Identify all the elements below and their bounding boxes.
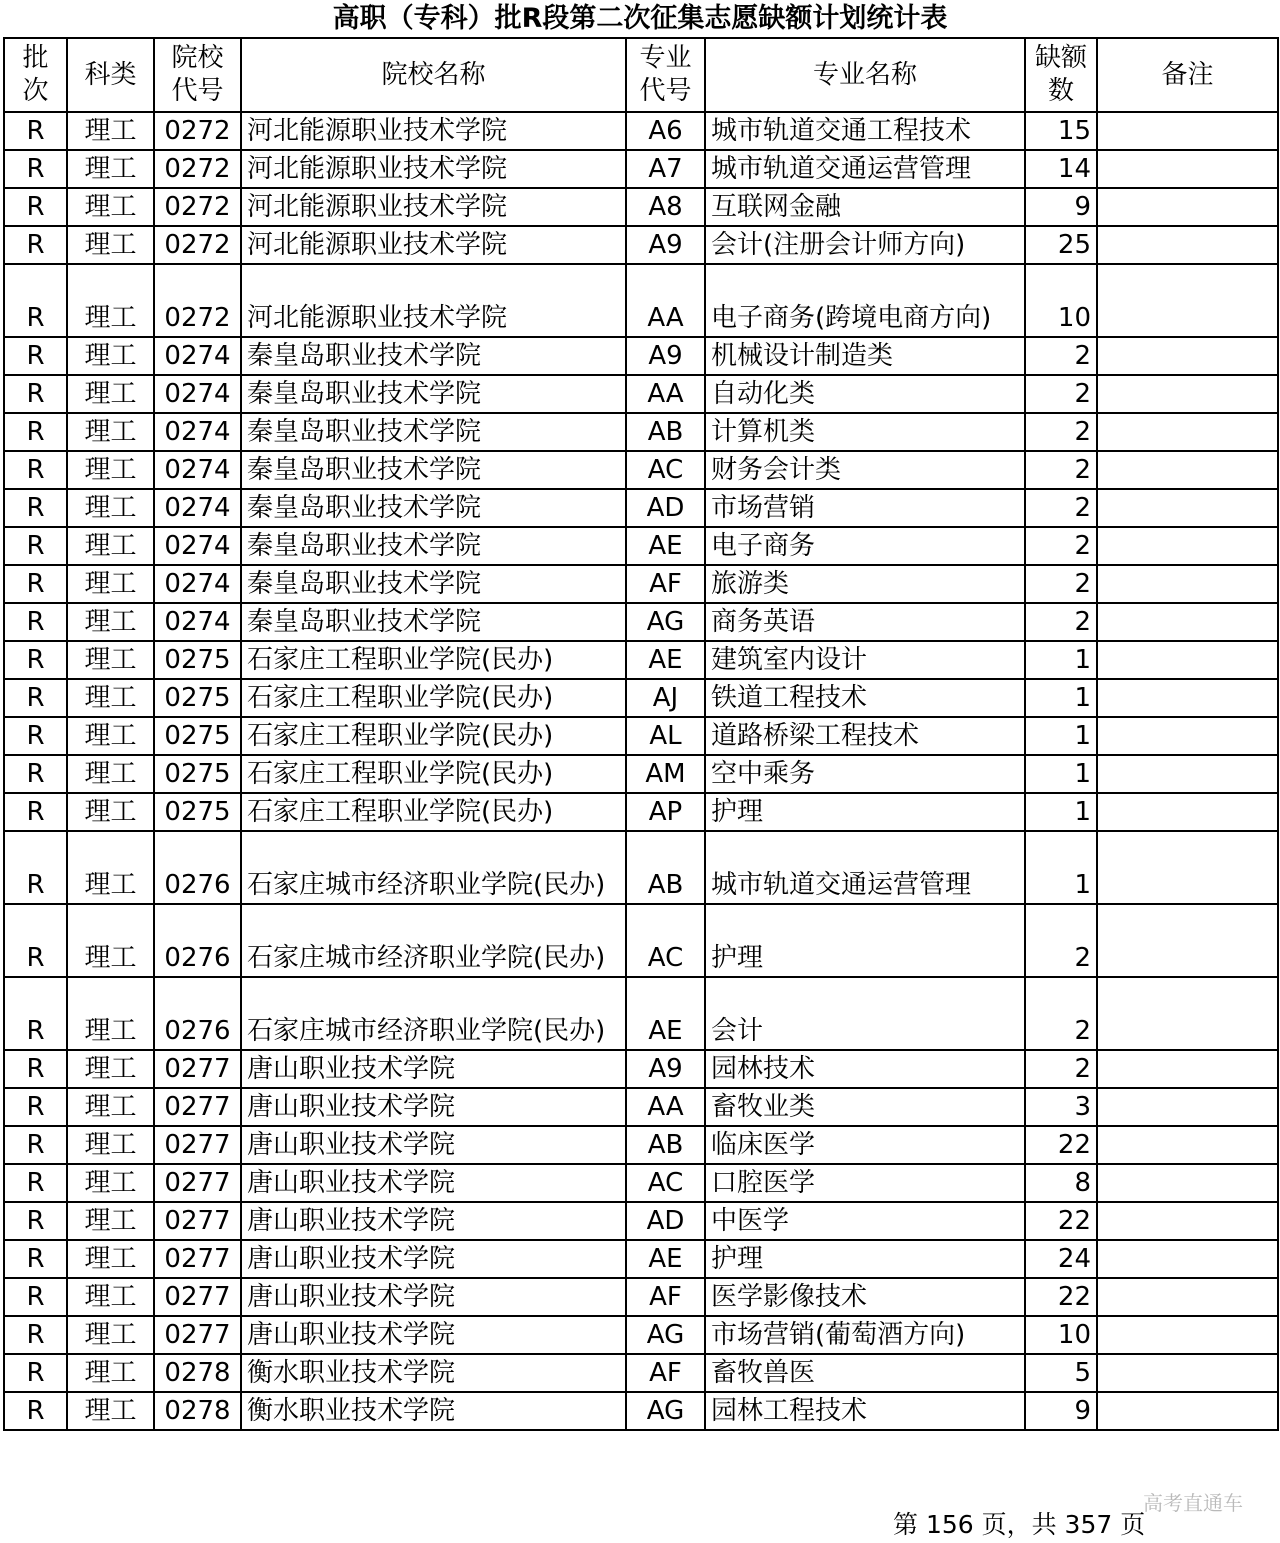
cell-category: 理工	[67, 226, 154, 264]
cell-batch: R	[4, 188, 67, 226]
cell-major-code: AP	[626, 793, 705, 831]
cell-category: 理工	[67, 755, 154, 793]
cell-major-name: 中医学	[705, 1202, 1025, 1240]
cell-school-name: 秦皇岛职业技术学院	[241, 375, 626, 413]
cell-batch: R	[4, 451, 67, 489]
header-school-code: 院校代号	[154, 38, 241, 112]
cell-vacancies: 1	[1025, 679, 1097, 717]
cell-major-name: 建筑室内设计	[705, 641, 1025, 679]
cell-vacancies: 2	[1025, 451, 1097, 489]
cell-school-name: 石家庄工程职业学院(民办)	[241, 717, 626, 755]
cell-batch: R	[4, 226, 67, 264]
cell-school-name: 唐山职业技术学院	[241, 1278, 626, 1316]
table-row	[4, 188, 1278, 226]
cell-major-code: AD	[626, 489, 705, 527]
cell-category: 理工	[67, 451, 154, 489]
table-row	[4, 565, 1278, 603]
cell-major-code: AF	[626, 1278, 705, 1316]
cell-category: 理工	[67, 603, 154, 641]
table-row	[4, 489, 1278, 527]
table-row	[4, 1202, 1278, 1240]
table-row	[4, 977, 1278, 1050]
cell-category: 理工	[67, 793, 154, 831]
cell-remarks	[1097, 1164, 1278, 1202]
header-category: 科类	[67, 38, 154, 112]
table-row	[4, 264, 1278, 337]
cell-remarks	[1097, 641, 1278, 679]
cell-remarks	[1097, 679, 1278, 717]
cell-school-code: 0274	[154, 489, 241, 527]
cell-school-code: 0275	[154, 679, 241, 717]
cell-batch: R	[4, 603, 67, 641]
header-major-code: 专业代号	[626, 38, 705, 112]
cell-category: 理工	[67, 150, 154, 188]
cell-school-name: 石家庄工程职业学院(民办)	[241, 793, 626, 831]
cell-remarks	[1097, 1240, 1278, 1278]
cell-major-code: A9	[626, 1050, 705, 1088]
cell-school-name: 唐山职业技术学院	[241, 1088, 626, 1126]
cell-batch: R	[4, 1240, 67, 1278]
cell-major-code: AE	[626, 1240, 705, 1278]
cell-category: 理工	[67, 1126, 154, 1164]
cell-major-code: AA	[626, 264, 705, 337]
cell-remarks	[1097, 375, 1278, 413]
cell-category: 理工	[67, 977, 154, 1050]
cell-remarks	[1097, 451, 1278, 489]
cell-school-name: 秦皇岛职业技术学院	[241, 603, 626, 641]
cell-major-name: 畜牧业类	[705, 1088, 1025, 1126]
cell-major-name: 城市轨道交通运营管理	[705, 150, 1025, 188]
cell-school-code: 0274	[154, 527, 241, 565]
cell-school-name: 唐山职业技术学院	[241, 1126, 626, 1164]
cell-batch: R	[4, 1354, 67, 1392]
cell-category: 理工	[67, 1164, 154, 1202]
cell-vacancies: 10	[1025, 1316, 1097, 1354]
cell-major-code: AA	[626, 1088, 705, 1126]
cell-school-code: 0275	[154, 755, 241, 793]
cell-school-name: 河北能源职业技术学院	[241, 188, 626, 226]
cell-category: 理工	[67, 1240, 154, 1278]
cell-vacancies: 1	[1025, 831, 1097, 904]
cell-batch: R	[4, 337, 67, 375]
cell-remarks	[1097, 1354, 1278, 1392]
cell-school-name: 石家庄工程职业学院(民办)	[241, 679, 626, 717]
cell-major-code: AF	[626, 565, 705, 603]
cell-major-code: AE	[626, 641, 705, 679]
cell-vacancies: 1	[1025, 641, 1097, 679]
cell-category: 理工	[67, 112, 154, 150]
cell-school-name: 秦皇岛职业技术学院	[241, 451, 626, 489]
cell-school-name: 唐山职业技术学院	[241, 1202, 626, 1240]
table-row	[4, 641, 1278, 679]
cell-remarks	[1097, 1278, 1278, 1316]
table-row	[4, 1240, 1278, 1278]
cell-remarks	[1097, 1050, 1278, 1088]
cell-major-code: AE	[626, 977, 705, 1050]
cell-batch: R	[4, 1050, 67, 1088]
cell-remarks	[1097, 793, 1278, 831]
cell-category: 理工	[67, 1278, 154, 1316]
cell-vacancies: 15	[1025, 112, 1097, 150]
cell-school-code: 0275	[154, 793, 241, 831]
cell-major-code: AC	[626, 451, 705, 489]
cell-batch: R	[4, 977, 67, 1050]
cell-school-name: 河北能源职业技术学院	[241, 150, 626, 188]
cell-major-name: 机械设计制造类	[705, 337, 1025, 375]
cell-major-code: AB	[626, 413, 705, 451]
cell-category: 理工	[67, 264, 154, 337]
cell-major-code: AE	[626, 527, 705, 565]
cell-vacancies: 8	[1025, 1164, 1097, 1202]
cell-vacancies: 25	[1025, 226, 1097, 264]
cell-major-name: 市场营销	[705, 489, 1025, 527]
cell-major-name: 护理	[705, 1240, 1025, 1278]
cell-category: 理工	[67, 1354, 154, 1392]
cell-major-name: 计算机类	[705, 413, 1025, 451]
cell-vacancies: 2	[1025, 1050, 1097, 1088]
table-row	[4, 150, 1278, 188]
cell-major-code: AJ	[626, 679, 705, 717]
table-row	[4, 451, 1278, 489]
cell-major-name: 空中乘务	[705, 755, 1025, 793]
cell-school-code: 0274	[154, 337, 241, 375]
table-row	[4, 1278, 1278, 1316]
table-row	[4, 831, 1278, 904]
cell-school-name: 衡水职业技术学院	[241, 1354, 626, 1392]
cell-major-name: 会计(注册会计师方向)	[705, 226, 1025, 264]
cell-vacancies: 5	[1025, 1354, 1097, 1392]
cell-vacancies: 24	[1025, 1240, 1097, 1278]
cell-vacancies: 2	[1025, 904, 1097, 977]
cell-batch: R	[4, 679, 67, 717]
cell-major-code: A9	[626, 337, 705, 375]
cell-major-name: 临床医学	[705, 1126, 1025, 1164]
cell-major-name: 口腔医学	[705, 1164, 1025, 1202]
cell-vacancies: 2	[1025, 337, 1097, 375]
table-row	[4, 112, 1278, 150]
cell-school-code: 0277	[154, 1278, 241, 1316]
cell-school-code: 0277	[154, 1126, 241, 1164]
table-row	[4, 226, 1278, 264]
cell-remarks	[1097, 904, 1278, 977]
cell-school-name: 唐山职业技术学院	[241, 1050, 626, 1088]
cell-school-name: 秦皇岛职业技术学院	[241, 489, 626, 527]
cell-major-code: AB	[626, 1126, 705, 1164]
cell-vacancies: 2	[1025, 375, 1097, 413]
header-remarks: 备注	[1097, 38, 1278, 112]
cell-batch: R	[4, 413, 67, 451]
table-row	[4, 413, 1278, 451]
cell-school-code: 0277	[154, 1050, 241, 1088]
table-row	[4, 375, 1278, 413]
table-row	[4, 527, 1278, 565]
cell-major-name: 旅游类	[705, 565, 1025, 603]
cell-batch: R	[4, 904, 67, 977]
cell-remarks	[1097, 337, 1278, 375]
cell-batch: R	[4, 1164, 67, 1202]
cell-school-code: 0276	[154, 904, 241, 977]
cell-major-name: 城市轨道交通工程技术	[705, 112, 1025, 150]
table-row	[4, 1088, 1278, 1126]
cell-major-name: 市场营销(葡萄酒方向)	[705, 1316, 1025, 1354]
cell-school-name: 秦皇岛职业技术学院	[241, 413, 626, 451]
cell-vacancies: 2	[1025, 603, 1097, 641]
cell-major-name: 城市轨道交通运营管理	[705, 831, 1025, 904]
watermark: 高考直通车	[1143, 1491, 1243, 1515]
table-row	[4, 1164, 1278, 1202]
cell-vacancies: 2	[1025, 565, 1097, 603]
cell-remarks	[1097, 1316, 1278, 1354]
cell-category: 理工	[67, 717, 154, 755]
table-row	[4, 1392, 1278, 1430]
cell-category: 理工	[67, 904, 154, 977]
cell-major-code: AC	[626, 904, 705, 977]
cell-vacancies: 22	[1025, 1126, 1097, 1164]
cell-school-code: 0272	[154, 226, 241, 264]
cell-school-name: 河北能源职业技术学院	[241, 264, 626, 337]
cell-batch: R	[4, 489, 67, 527]
cell-major-code: AD	[626, 1202, 705, 1240]
cell-remarks	[1097, 226, 1278, 264]
cell-remarks	[1097, 603, 1278, 641]
cell-school-code: 0272	[154, 150, 241, 188]
header-batch: 批次	[4, 38, 67, 112]
cell-remarks	[1097, 489, 1278, 527]
cell-school-code: 0275	[154, 641, 241, 679]
cell-school-name: 秦皇岛职业技术学院	[241, 337, 626, 375]
cell-school-code: 0274	[154, 413, 241, 451]
header-row	[4, 38, 1278, 112]
cell-vacancies: 3	[1025, 1088, 1097, 1126]
cell-school-name: 秦皇岛职业技术学院	[241, 527, 626, 565]
cell-major-name: 畜牧兽医	[705, 1354, 1025, 1392]
cell-batch: R	[4, 793, 67, 831]
header-major-name: 专业名称	[705, 38, 1025, 112]
cell-remarks	[1097, 112, 1278, 150]
cell-category: 理工	[67, 489, 154, 527]
cell-remarks	[1097, 413, 1278, 451]
cell-category: 理工	[67, 413, 154, 451]
cell-vacancies: 2	[1025, 977, 1097, 1050]
cell-school-code: 0278	[154, 1392, 241, 1430]
cell-school-name: 石家庄城市经济职业学院(民办)	[241, 831, 626, 904]
cell-batch: R	[4, 150, 67, 188]
cell-batch: R	[4, 641, 67, 679]
table-row	[4, 1354, 1278, 1392]
cell-vacancies: 22	[1025, 1202, 1097, 1240]
cell-batch: R	[4, 375, 67, 413]
table-row	[4, 793, 1278, 831]
cell-category: 理工	[67, 375, 154, 413]
cell-school-name: 石家庄工程职业学院(民办)	[241, 641, 626, 679]
cell-remarks	[1097, 527, 1278, 565]
cell-remarks	[1097, 755, 1278, 793]
cell-vacancies: 14	[1025, 150, 1097, 188]
table-body	[4, 112, 1278, 1430]
cell-batch: R	[4, 1088, 67, 1126]
cell-major-name: 电子商务	[705, 527, 1025, 565]
cell-remarks	[1097, 977, 1278, 1050]
cell-vacancies: 2	[1025, 413, 1097, 451]
document-title: 高职（专科）批R段第二次征集志愿缺额计划统计表	[332, 3, 948, 34]
cell-major-code: AG	[626, 1316, 705, 1354]
cell-school-code: 0276	[154, 977, 241, 1050]
cell-vacancies: 9	[1025, 1392, 1097, 1430]
cell-school-code: 0276	[154, 831, 241, 904]
table-row	[4, 1316, 1278, 1354]
vacancy-table	[3, 37, 1279, 1431]
cell-remarks	[1097, 1088, 1278, 1126]
cell-category: 理工	[67, 831, 154, 904]
cell-vacancies: 2	[1025, 489, 1097, 527]
cell-vacancies: 1	[1025, 755, 1097, 793]
cell-category: 理工	[67, 527, 154, 565]
cell-school-name: 石家庄工程职业学院(民办)	[241, 755, 626, 793]
table-row	[4, 755, 1278, 793]
cell-major-name: 自动化类	[705, 375, 1025, 413]
cell-school-code: 0278	[154, 1354, 241, 1392]
cell-major-code: AB	[626, 831, 705, 904]
cell-category: 理工	[67, 1050, 154, 1088]
cell-school-name: 河北能源职业技术学院	[241, 226, 626, 264]
table-row	[4, 337, 1278, 375]
cell-major-name: 护理	[705, 793, 1025, 831]
cell-major-code: A8	[626, 188, 705, 226]
cell-major-name: 铁道工程技术	[705, 679, 1025, 717]
cell-category: 理工	[67, 641, 154, 679]
cell-major-name: 护理	[705, 904, 1025, 977]
cell-vacancies: 22	[1025, 1278, 1097, 1316]
cell-school-code: 0274	[154, 451, 241, 489]
cell-major-code: A6	[626, 112, 705, 150]
cell-school-code: 0277	[154, 1240, 241, 1278]
cell-school-code: 0277	[154, 1164, 241, 1202]
cell-remarks	[1097, 565, 1278, 603]
cell-batch: R	[4, 565, 67, 603]
page-number: 第 156 页，共 357 页	[893, 1510, 1146, 1539]
cell-remarks	[1097, 188, 1278, 226]
cell-batch: R	[4, 1392, 67, 1430]
cell-major-name: 园林工程技术	[705, 1392, 1025, 1430]
cell-batch: R	[4, 1202, 67, 1240]
table-row	[4, 679, 1278, 717]
cell-major-code: AC	[626, 1164, 705, 1202]
cell-batch: R	[4, 1126, 67, 1164]
cell-school-code: 0274	[154, 603, 241, 641]
cell-major-name: 会计	[705, 977, 1025, 1050]
cell-school-code: 0277	[154, 1202, 241, 1240]
cell-remarks	[1097, 264, 1278, 337]
cell-vacancies: 2	[1025, 527, 1097, 565]
cell-remarks	[1097, 1202, 1278, 1240]
header-vacancies: 缺额数	[1025, 38, 1097, 112]
cell-major-code: AM	[626, 755, 705, 793]
cell-batch: R	[4, 1278, 67, 1316]
cell-category: 理工	[67, 565, 154, 603]
cell-major-code: A9	[626, 226, 705, 264]
cell-school-name: 唐山职业技术学院	[241, 1164, 626, 1202]
cell-school-code: 0274	[154, 565, 241, 603]
cell-remarks	[1097, 150, 1278, 188]
table-row	[4, 1050, 1278, 1088]
cell-remarks	[1097, 1392, 1278, 1430]
cell-major-code: AA	[626, 375, 705, 413]
cell-category: 理工	[67, 1202, 154, 1240]
cell-major-code: AG	[626, 1392, 705, 1430]
cell-vacancies: 10	[1025, 264, 1097, 337]
cell-school-name: 衡水职业技术学院	[241, 1392, 626, 1430]
cell-major-name: 医学影像技术	[705, 1278, 1025, 1316]
cell-batch: R	[4, 264, 67, 337]
cell-remarks	[1097, 717, 1278, 755]
cell-major-name: 园林技术	[705, 1050, 1025, 1088]
cell-major-name: 财务会计类	[705, 451, 1025, 489]
cell-category: 理工	[67, 1316, 154, 1354]
cell-vacancies: 1	[1025, 793, 1097, 831]
table-row	[4, 904, 1278, 977]
cell-school-name: 石家庄城市经济职业学院(民办)	[241, 977, 626, 1050]
cell-batch: R	[4, 755, 67, 793]
cell-school-name: 唐山职业技术学院	[241, 1316, 626, 1354]
cell-major-name: 道路桥梁工程技术	[705, 717, 1025, 755]
cell-major-name: 商务英语	[705, 603, 1025, 641]
cell-batch: R	[4, 527, 67, 565]
table-row	[4, 717, 1278, 755]
cell-major-name: 电子商务(跨境电商方向)	[705, 264, 1025, 337]
cell-major-code: AF	[626, 1354, 705, 1392]
cell-vacancies: 9	[1025, 188, 1097, 226]
cell-school-code: 0275	[154, 717, 241, 755]
cell-batch: R	[4, 717, 67, 755]
cell-school-code: 0274	[154, 375, 241, 413]
cell-school-name: 唐山职业技术学院	[241, 1240, 626, 1278]
table-row	[4, 1126, 1278, 1164]
cell-category: 理工	[67, 1392, 154, 1430]
cell-major-code: AG	[626, 603, 705, 641]
cell-school-name: 秦皇岛职业技术学院	[241, 565, 626, 603]
cell-school-code: 0272	[154, 264, 241, 337]
cell-major-name: 互联网金融	[705, 188, 1025, 226]
cell-major-code: AL	[626, 717, 705, 755]
cell-vacancies: 1	[1025, 717, 1097, 755]
cell-major-code: A7	[626, 150, 705, 188]
cell-batch: R	[4, 1316, 67, 1354]
cell-school-code: 0277	[154, 1316, 241, 1354]
cell-school-name: 石家庄城市经济职业学院(民办)	[241, 904, 626, 977]
cell-remarks	[1097, 831, 1278, 904]
cell-school-code: 0277	[154, 1088, 241, 1126]
cell-category: 理工	[67, 1088, 154, 1126]
cell-category: 理工	[67, 188, 154, 226]
cell-batch: R	[4, 831, 67, 904]
header-school-name: 院校名称	[241, 38, 626, 112]
cell-school-name: 河北能源职业技术学院	[241, 112, 626, 150]
cell-school-code: 0272	[154, 112, 241, 150]
cell-remarks	[1097, 1126, 1278, 1164]
cell-category: 理工	[67, 337, 154, 375]
cell-school-code: 0272	[154, 188, 241, 226]
cell-category: 理工	[67, 679, 154, 717]
cell-batch: R	[4, 112, 67, 150]
table-row	[4, 603, 1278, 641]
